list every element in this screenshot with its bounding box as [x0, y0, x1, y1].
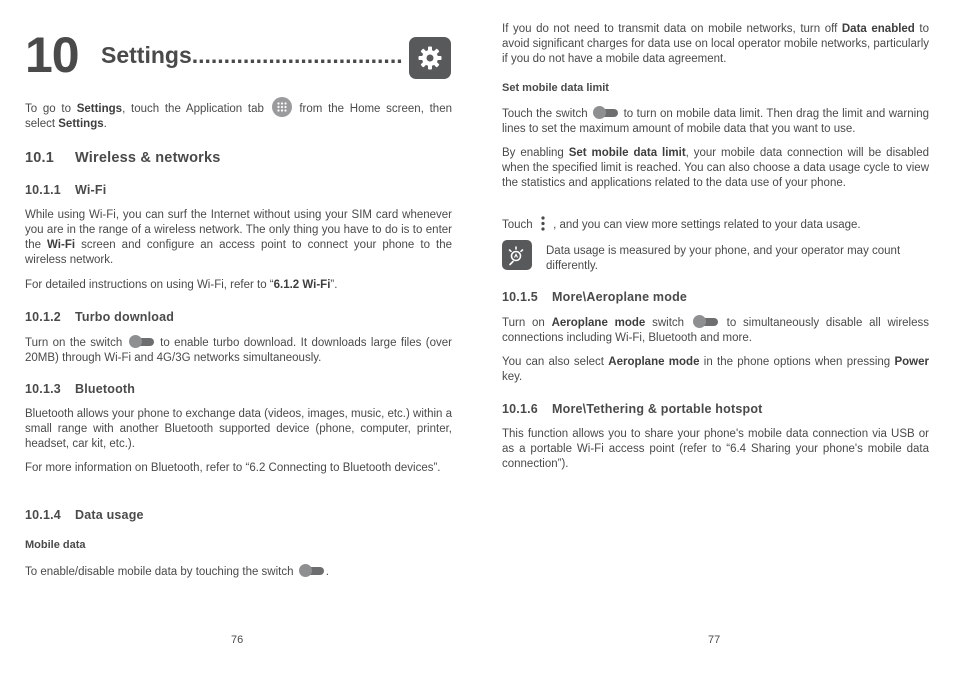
mobile-data-paragraph: To enable/disable mobile data by touching the switch .	[25, 566, 329, 578]
subsection-heading-bluetooth: 10.1.3 Bluetooth	[25, 382, 136, 396]
bluetooth-reference-paragraph: For more information on Bluetooth, refer to “6.2 Connecting to Bluetooth devices”.	[25, 462, 441, 474]
subsection-heading-tethering: 10.1.6 More\Tethering & portable hotspot	[502, 402, 763, 416]
settings-gear-icon	[409, 37, 451, 79]
switch-toggle-icon	[593, 106, 618, 119]
data-enabled-paragraph: If you do not need to transmit data on mobile networks, turn off Data enabled to avoid significant charges for data use on local operator mobile networks, particularly if you do not have a mobile data agreement.	[502, 23, 930, 65]
mobile-data-subheading: Mobile data	[25, 539, 86, 551]
turbo-paragraph: Turn on the switch to enable turbo download. It downloads large files (over 20MB) through Wi-Fi and 4G/3G networks simultaneously.	[25, 337, 452, 364]
switch-toggle-icon	[129, 335, 154, 348]
aeroplane-switch-paragraph: Turn on Aeroplane mode switch to simultaneously disable all wireless connections including Wi-Fi, Bluetooth and more.	[502, 317, 929, 344]
data-limit-switch-paragraph: Touch the switch to turn on mobile data limit. Then drag the limit and warning lines to set the maximum amount of mobile data that you want to use.	[502, 108, 929, 135]
subsection-heading-aeroplane: 10.1.5 More\Aeroplane mode	[502, 290, 688, 304]
tethering-paragraph: This function allows you to share your phone's mobile data connection via USB or as a portable Wi-Fi access point (refer to “6.4 Sharing your phone's mobile data connection”).	[502, 428, 929, 470]
wifi-paragraph: While using Wi-Fi, you can surf the Internet without using your SIM card whenever you are in the range of a wireless network. The only thing you have to do is to enter the Wi-Fi screen and configure an access point to connect your phone to the wireless network.	[25, 209, 453, 266]
bluetooth-paragraph: Bluetooth allows your phone to exchange data (videos, images, music, etc.) within a small range with another Bluetooth supported device (phone, computer, printer, headset, car kit, etc.).	[25, 408, 453, 450]
tip-note: Data usage is measured by your phone, and your operator may count differently.	[546, 245, 901, 272]
switch-toggle-icon	[299, 564, 324, 577]
intro-paragraph: To go to Settings, touch the Application tab from the Home screen, then select Settings.	[25, 97, 452, 132]
subsection-heading-data-usage: 10.1.4 Data usage	[25, 508, 144, 522]
gear-icon	[416, 44, 444, 72]
tip-lightbulb-icon	[502, 240, 532, 270]
application-tab-icon	[272, 97, 292, 117]
subsection-heading-wifi: 10.1.1 Wi-Fi	[25, 183, 107, 197]
wifi-reference-paragraph: For detailed instructions on using Wi-Fi, refer to “6.1.2 Wi-Fi”.	[25, 279, 338, 291]
section-heading-wireless: 10.1 Wireless & networks	[25, 150, 221, 166]
lightbulb-icon	[506, 244, 528, 266]
subsection-heading-turbo: 10.1.2 Turbo download	[25, 310, 175, 324]
more-options-icon	[539, 216, 547, 231]
chapter-number: 10	[25, 27, 79, 83]
data-limit-detail-paragraph: By enabling Set mobile data limit, your mobile data connection will be disabled when the specified limit is reached. You can also choose a data usage cycle to view the statistics and applications related to the data use of your phone.	[502, 147, 930, 189]
page-number-right: 77	[708, 634, 721, 646]
touch-menu-paragraph: Touch , and you can view more settings related to your data usage.	[502, 216, 929, 233]
aeroplane-power-paragraph: You can also select Aeroplane mode in the phone options when pressing Power key.	[502, 356, 929, 383]
switch-toggle-icon	[693, 315, 718, 328]
chapter-title: Settings.................................	[101, 42, 403, 68]
page-number-left: 76	[231, 634, 244, 646]
set-mobile-data-limit-subheading: Set mobile data limit	[502, 82, 609, 94]
